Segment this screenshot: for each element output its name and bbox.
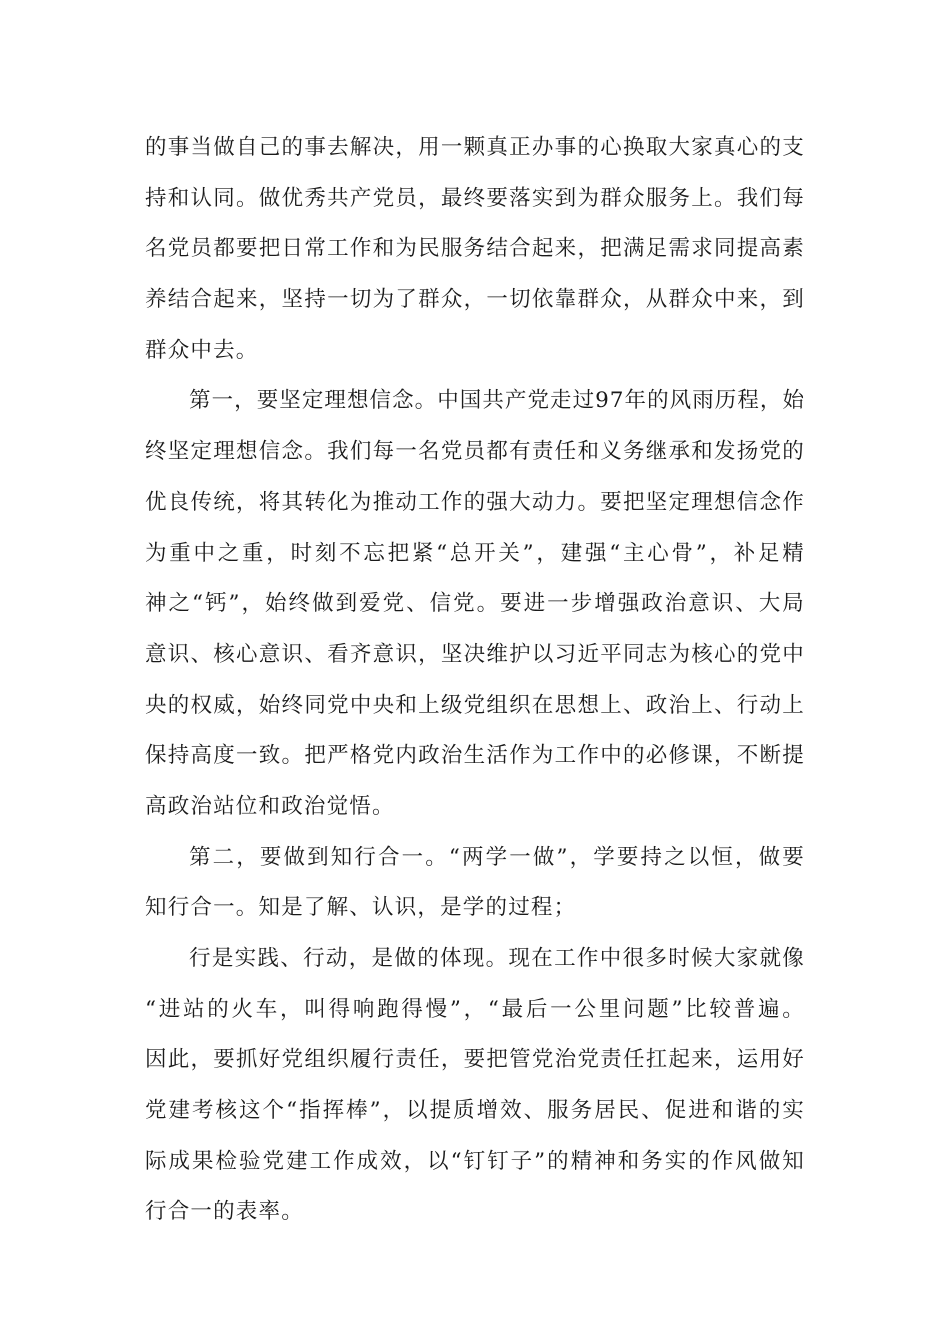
paragraph-point-two-continued xyxy=(145,934,805,1238)
text-line: “进站的火车，叫得响跑得慢”，“最后一公里问题”比较普遍。 xyxy=(145,996,805,1022)
text-line: 行合一的表率。 xyxy=(145,1199,304,1225)
text-line: 群众中去。 xyxy=(145,337,259,363)
text-line: 第一，要坚定理想信念。中国共产党走过97年的风雨历程，始 xyxy=(189,388,805,414)
text-line: 党建考核这个“指挥棒”，以提质增效、服务居民、促进和谐的实 xyxy=(145,1098,805,1124)
paragraph-point-two xyxy=(145,833,805,934)
paragraph-point-one xyxy=(145,376,805,832)
text-line: 名党员都要把日常工作和为民服务结合起来，把满足需求同提高素 xyxy=(145,236,805,262)
text-line: 神之“钙”，始终做到爱党、信党。要进一步增强政治意识、大局 xyxy=(145,591,805,617)
text-line: 行是实践、行动，是做的体现。现在工作中很多时候大家就像 xyxy=(189,946,805,971)
text-line: 第二，要做到知行合一。“两学一做”，学要持之以恒，做要 xyxy=(189,844,805,870)
paragraph-intro-continuation xyxy=(145,123,805,376)
text-line: 因此，要抓好党组织履行责任，要把管党治党责任扛起来，运用好 xyxy=(145,1047,805,1073)
text-line: 央的权威，始终同党中央和上级党组织在思想上、政治上、行动上 xyxy=(145,692,805,718)
text-line: 意识、核心意识、看齐意识，坚决维护以习近平同志为核心的党中 xyxy=(145,641,805,667)
document-body xyxy=(145,123,805,1238)
text-line: 保持高度一致。把严格党内政治生活作为工作中的必修课，不断提 xyxy=(145,743,805,769)
text-line: 终坚定理想信念。我们每一名党员都有责任和义务继承和发扬党的 xyxy=(145,439,805,465)
text-line: 高政治站位和政治觉悟。 xyxy=(145,793,395,819)
text-line: 知行合一。知是了解、认识，是学的过程； xyxy=(145,895,577,921)
text-line: 优良传统，将其转化为推动工作的强大动力。要把坚定理想信念作 xyxy=(145,489,805,515)
text-line: 际成果检验党建工作成效，以“钉钉子”的精神和务实的作风做知 xyxy=(145,1148,805,1174)
text-line: 持和认同。做优秀共产党员，最终要落实到为群众服务上。我们每 xyxy=(145,185,805,211)
text-line: 养结合起来，坚持一切为了群众，一切依靠群众，从群众中来，到 xyxy=(145,287,805,313)
text-line: 的事当做自己的事去解决，用一颗真正办事的心换取大家真心的支 xyxy=(145,135,805,160)
text-line: 为重中之重，时刻不忘把紧“总开关”，建强“主心骨”，补足精 xyxy=(145,540,805,566)
